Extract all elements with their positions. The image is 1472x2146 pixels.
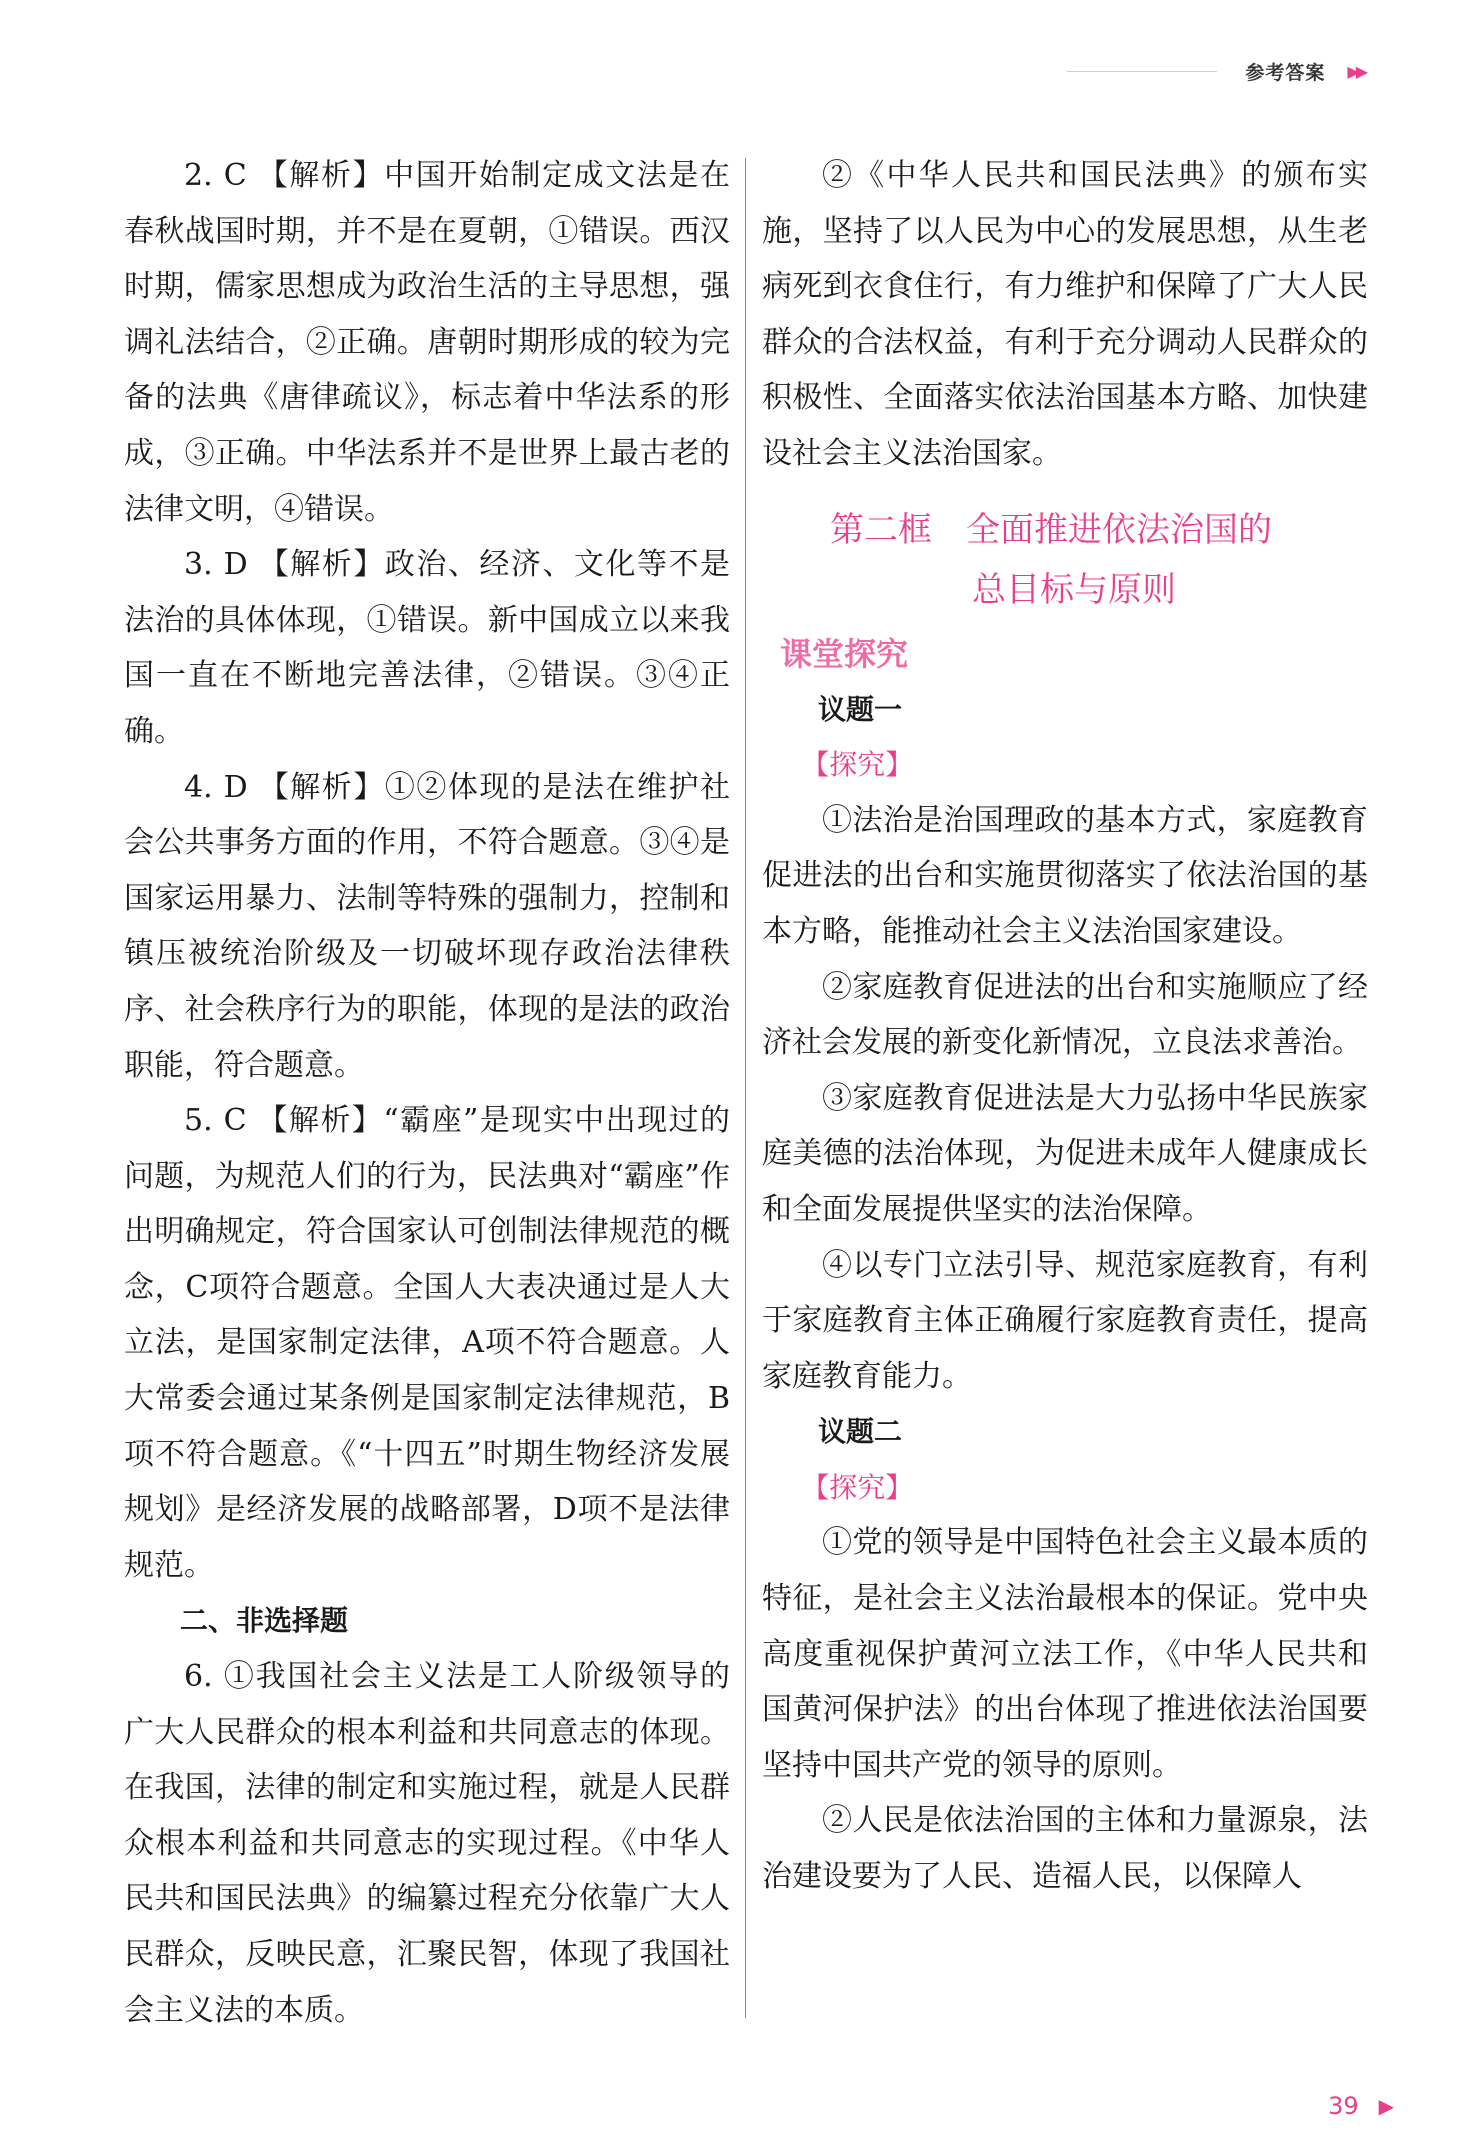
header-arrow-icon: ▶▶ [1347, 62, 1364, 81]
topic-1-explore-tag: 【探究】 [801, 748, 914, 782]
section-heading-non-choice: 二、非选择题 [180, 1604, 349, 1638]
topic-2-explore-tag: 【探究】 [801, 1470, 914, 1504]
topic-1-heading: 议题一 [818, 692, 903, 726]
answer-2: 2. C 【解析】中国开始制定成文法是在春秋战国时期，并不是在夏朝，①错误。西汉时期，儒家思想成为政治生活的主导思想，强调礼法结合，②正确。唐朝时期形成的较为完备的法典《唐律疏议》，标志着中华法系的形成，③正确。中华法系并不是世界上最古老的法律文明，④错误。 [124, 158, 730, 527]
next-page-arrow-icon: ▶ [1378, 2094, 1394, 2118]
section-title-line-2: 总目标与原则 [972, 569, 1176, 610]
page-number [1328, 2092, 1394, 2120]
right-column [762, 148, 1368, 1905]
header-title: 参考答案 [1245, 62, 1326, 84]
page-header [1067, 58, 1364, 85]
left-column [124, 148, 730, 2038]
topic-1-point-4: ④以专门立法引导、规范家庭教育，有利于家庭教育主体正确履行家庭教育责任，提高家庭教育能力。 [762, 1247, 1368, 1394]
page-number-text: 39 [1328, 2092, 1359, 2120]
answer-6-part-2: ②《中华人民共和国民法典》的颁布实施，坚持了以人民为中心的发展思想，从生老病死到衣食住行，有力维护和保障了广大人民群众的合法权益，有利于充分调动人民群众的积极性、全面落实依法治国基本方略、加快建设社会主义法治国家。 [762, 158, 1368, 471]
header-rule [1067, 71, 1217, 72]
topic-2-point-2: ②人民是依法治国的主体和力量源泉，法治建设要为了人民、造福人民，以保障人 [762, 1803, 1368, 1895]
answer-4: 4. D 【解析】①②体现的是法在维护社会公共事务方面的作用，不符合题意。③④是国家运用暴力、法制等特殊的强制力，控制和镇压被统治阶级及一切破坏现存政治法律秩序、社会秩序行为的职能，体现的是法的政治职能，符合题意。 [124, 769, 730, 1083]
column-divider [745, 158, 746, 2018]
section-label: 第二框 [830, 509, 932, 550]
topic-1-point-1: ①法治是治国理政的基本方式，家庭教育促进法的出台和实施贯彻落实了依法治国的基本方略，能推动社会主义法治国家建设。 [762, 802, 1368, 949]
section-title-line-1: 全面推进依法治国的 [966, 509, 1272, 550]
topic-2-point-1: ①党的领导是中国特色社会主义最本质的特征，是社会主义法治最根本的保证。党中央高度重视保护黄河立法工作，《中华人民共和国黄河保护法》的出台体现了推进依法治国要坚持中国共产党的领导的原则。 [762, 1525, 1368, 1783]
answer-3: 3. D 【解析】政治、经济、文化等不是法治的具体体现，①错误。新中国成立以来我国一直在不断地完善法律，②错误。③④正确。 [124, 547, 730, 749]
explore-heading: 课堂探究 [780, 634, 909, 673]
topic-1-point-2: ②家庭教育促进法的出台和实施顺应了经济社会发展的新变化新情况，立良法求善治。 [762, 969, 1368, 1061]
topic-1-point-3: ③家庭教育促进法是大力弘扬中华民族家庭美德的法治体现，为促进未成年人健康成长和全面发展提供坚实的法治保障。 [762, 1080, 1368, 1227]
topic-2-heading: 议题二 [818, 1415, 903, 1449]
section-title [762, 500, 1368, 620]
answer-6: 6. ①我国社会主义法是工人阶级领导的广大人民群众的根本利益和共同意志的体现。在我国，法律的制定和实施过程，就是人民群众根本利益和共同意志的实现过程。《中华人民共和国民法典》的编纂过程充分依靠广大人民群众，反映民意，汇聚民智，体现了我国社会主义法的本质。 [124, 1659, 730, 2028]
answer-5: 5. C 【解析】“霸座”是现实中出现过的问题，为规范人们的行为，民法典对“霸座”作出明确规定，符合国家认可创制法律规范的概念，C项符合题意。全国人大表决通过是人大立法，是国家制定法律，A项不符合题意。人大常委会通过某条例是国家制定法律规范，B项不符合题意。《“十四五”时期生物经济发展规划》是经济发展的战略部署，D项不是法律规范。 [124, 1103, 730, 1583]
